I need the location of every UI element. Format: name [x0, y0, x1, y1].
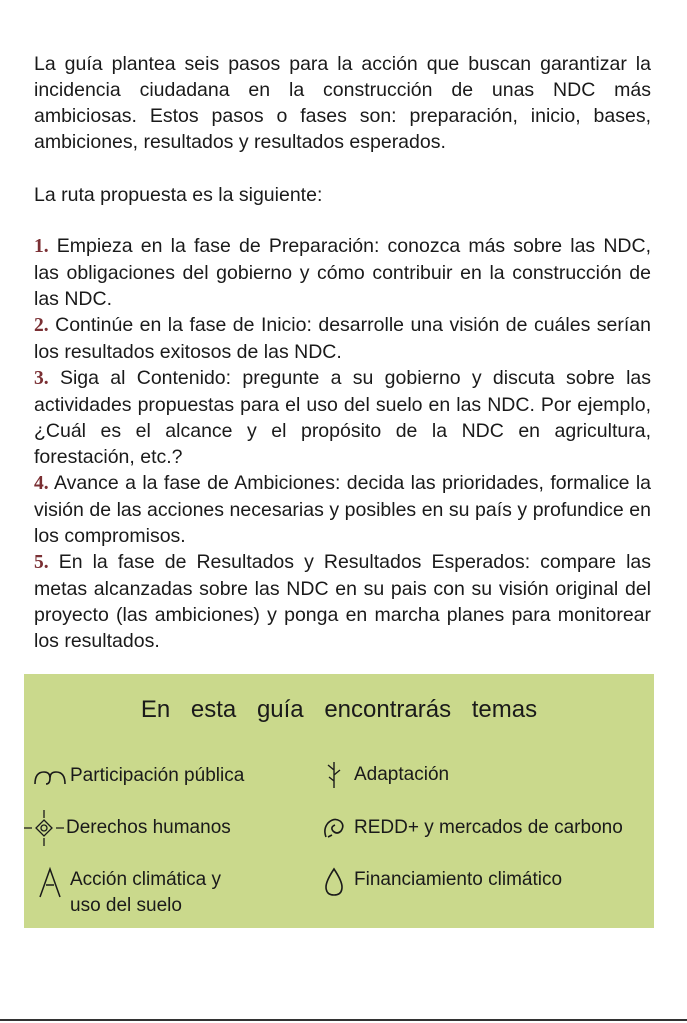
- step-item: [34, 233, 651, 312]
- step-number: 3.: [34, 368, 49, 389]
- intro-paragraph: [34, 51, 651, 155]
- topics-box: [24, 674, 654, 928]
- topic-label: Derechos humanos: [66, 817, 231, 838]
- step-item: [34, 470, 651, 549]
- human-rights-icon: [22, 815, 66, 841]
- step-item: [34, 365, 651, 470]
- topic-participation: [30, 763, 244, 789]
- step-text: En la fase de Resultados y Resultados Esperados: compare las metas alcanzadas sobre las NDC en su pais con su visión original del proyecto (las ambiciones) y ponga en marcha planes para monitorear los resultados.: [34, 551, 652, 652]
- redd-icon: [314, 815, 354, 841]
- topic-climate-action: [30, 867, 221, 919]
- topic-label-group: [70, 867, 221, 919]
- route-intro-paragraph: [34, 182, 651, 208]
- intro-text: La guía plantea seis pasos para la acción que buscan garantizar la incidencia ciudadana en la construcción de unas NDC más ambiciosas. Estos pasos o fases son: preparación, inicio, bases, ambiciones, resultados y resultados esperados.: [34, 53, 651, 153]
- topic-label: Financiamiento climático: [354, 869, 563, 890]
- step-item: [34, 312, 651, 365]
- topic-redd: [314, 815, 623, 841]
- bottom-divider: [0, 1019, 687, 1021]
- topic-finance: [314, 867, 562, 897]
- finance-icon: [314, 867, 354, 897]
- participation-icon: [30, 763, 70, 789]
- step-number: 4.: [34, 473, 49, 494]
- step-text: Continúe en la fase de Inicio: desarrolle una visión de cuáles serían los resultados exitosos de las NDC.: [34, 314, 652, 363]
- step-text: Siga al Contenido: pregunte a su gobierno y discuta sobre las actividades propuestas para el uso del suelo en las NDC. Por ejemplo, ¿Cuál es el alcance y el propósito de la NDC en agricultura, forestación, etc.?: [34, 367, 652, 468]
- climate-action-icon: [30, 867, 70, 897]
- topic-label: Participación pública: [70, 765, 245, 786]
- topics-title: En esta guía encontrarás temas: [140, 696, 538, 723]
- topic-label: Acción climática y: [70, 869, 221, 890]
- topic-label: REDD+ y mercados de carbono: [354, 817, 623, 838]
- topic-label: Adaptación: [354, 764, 450, 785]
- step-text: Avance a la fase de Ambiciones: decida las prioridades, formalice la visión de las acciones necesarias y posibles en su país y profundice en los compromisos.: [34, 472, 652, 547]
- topic-human-rights: [22, 815, 231, 841]
- steps-list: [34, 233, 651, 654]
- topic-adaptation: [314, 762, 449, 788]
- step-number: 5.: [34, 552, 49, 573]
- step-text: Empieza en la fase de Preparación: conozca más sobre las NDC, las obligaciones del gobierno y cómo contribuir en la construcción de las NDC.: [34, 235, 651, 310]
- adaptation-icon: [314, 762, 354, 788]
- step-number: 2.: [34, 315, 49, 336]
- topic-label-line2: uso del suelo: [70, 895, 182, 916]
- route-intro-text: La ruta propuesta es la siguiente:: [34, 184, 323, 206]
- step-number: 1.: [34, 236, 49, 257]
- step-item: [34, 549, 651, 654]
